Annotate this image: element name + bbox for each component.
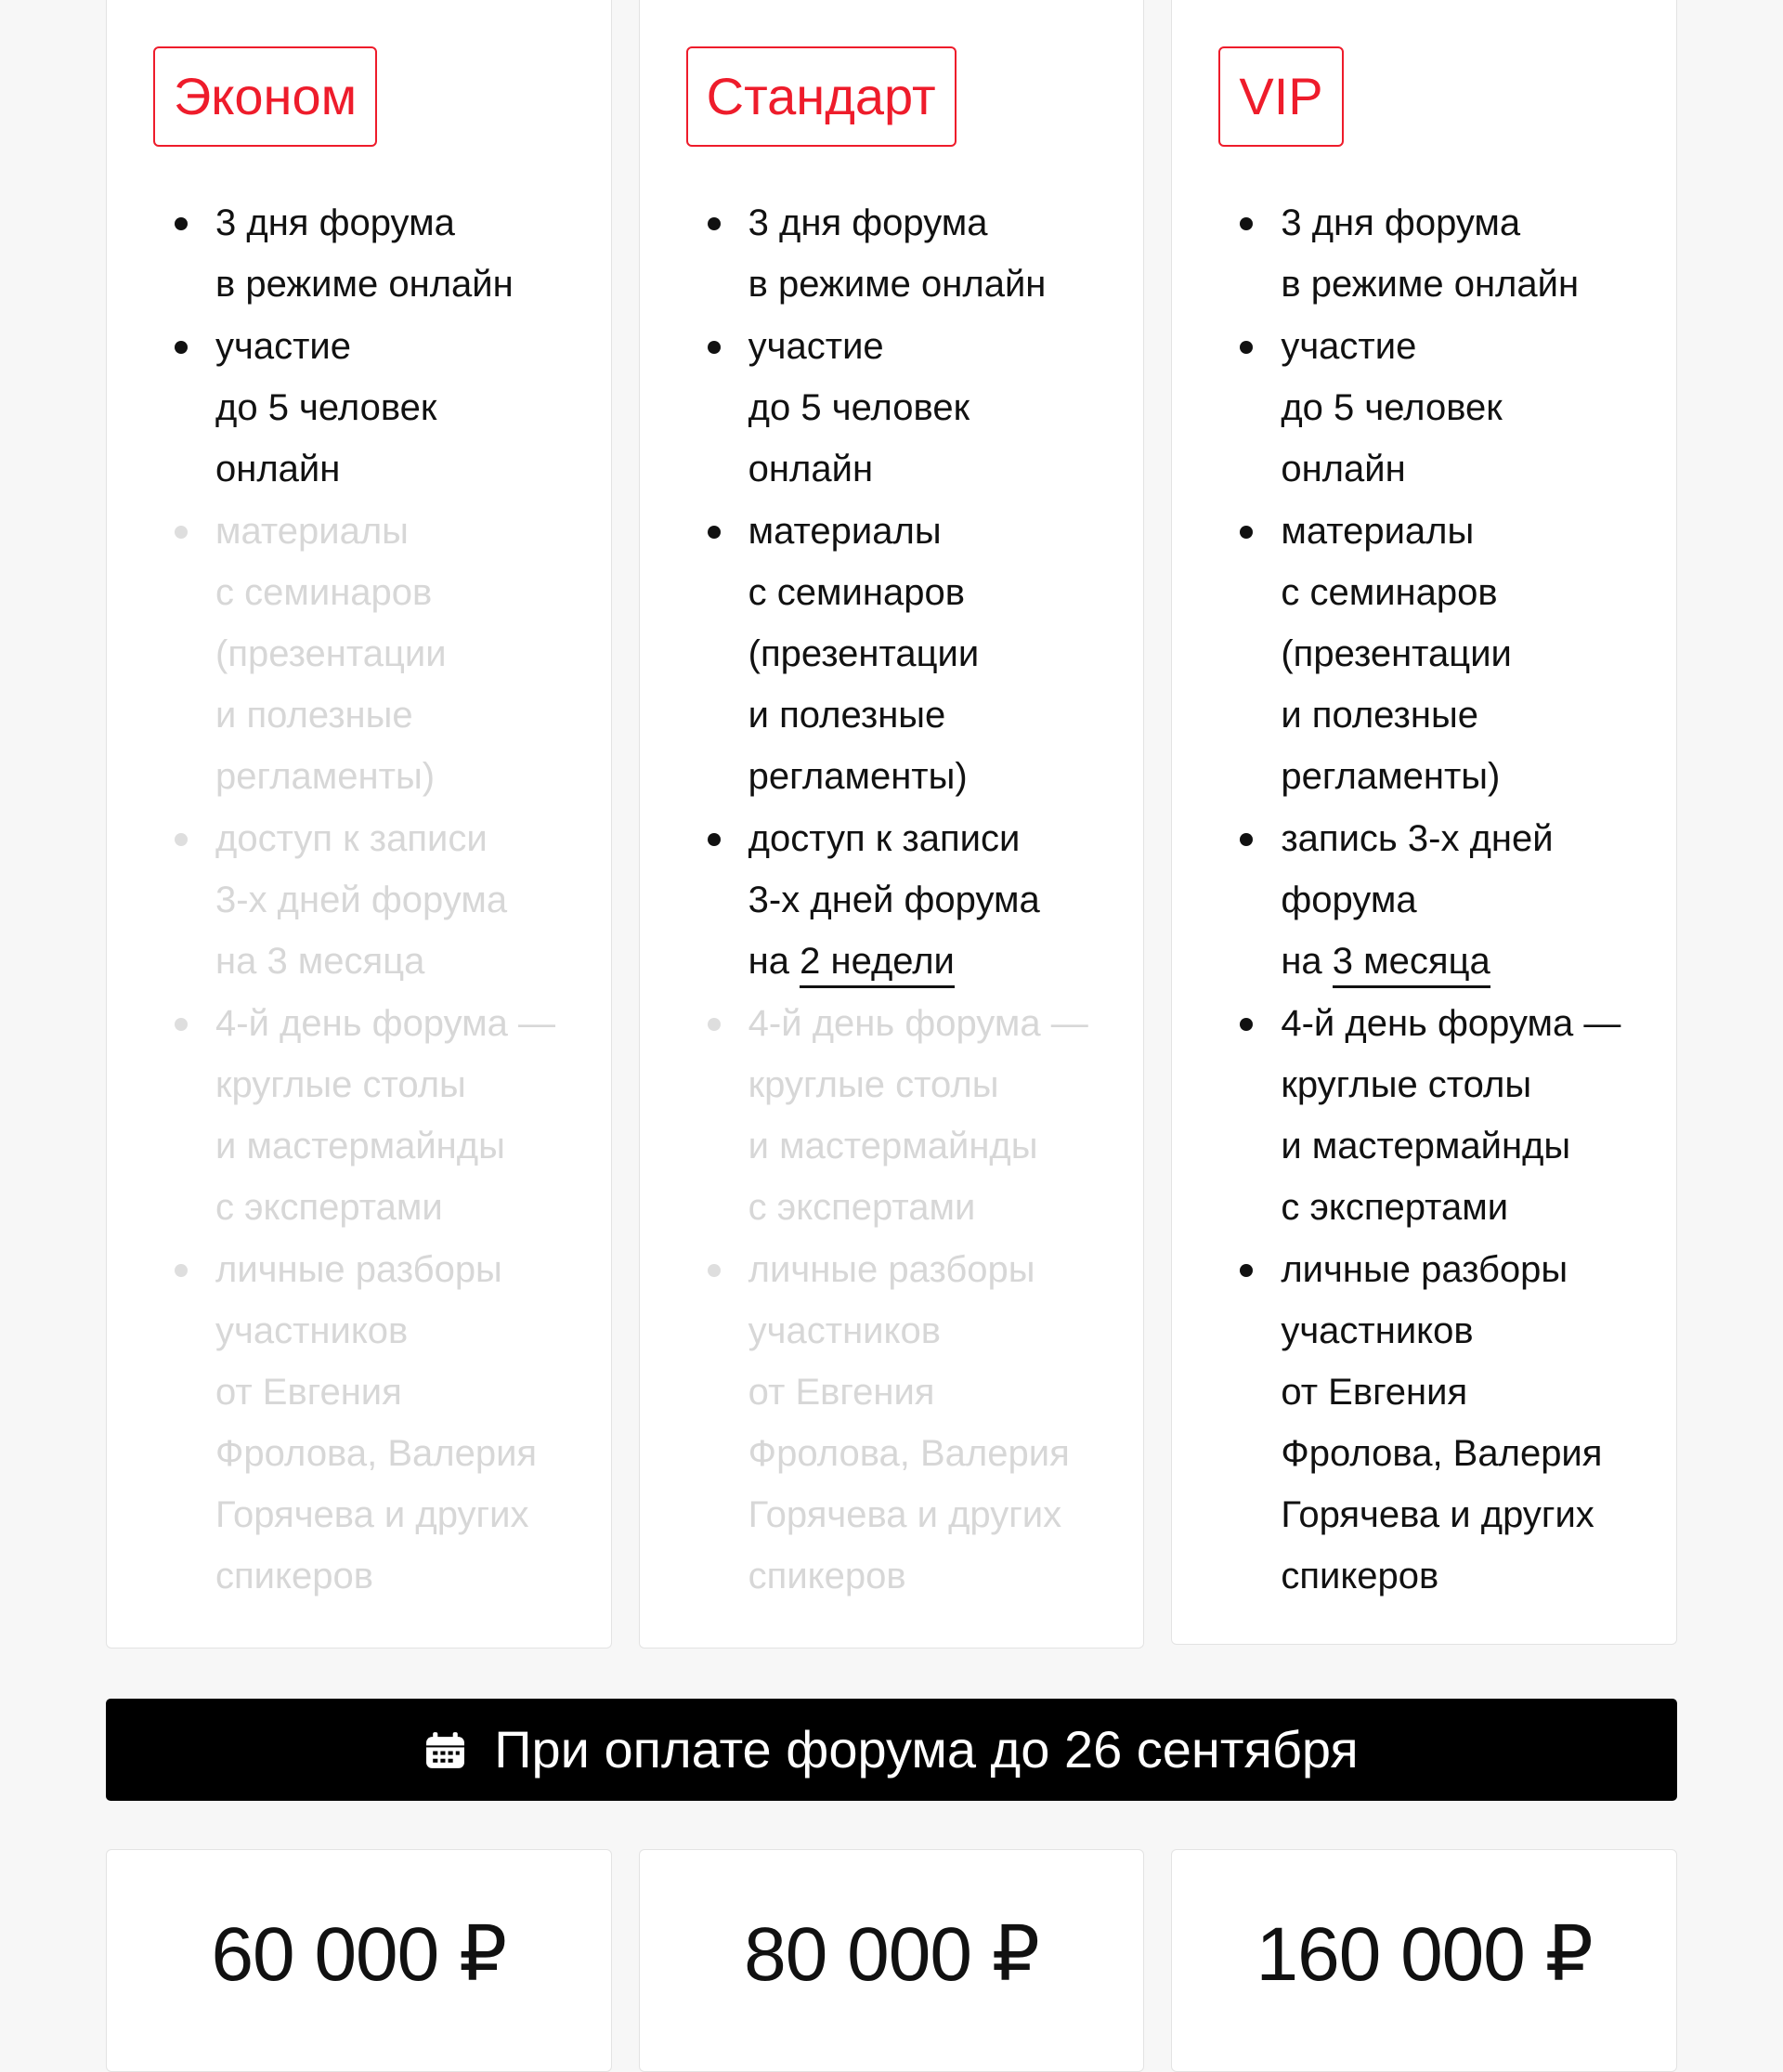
feature-line — [1281, 869, 1665, 931]
price-value: 160 000 ₽ — [1256, 1912, 1593, 1997]
feature-line-text: на 3 месяца — [215, 941, 425, 982]
bullet-icon — [708, 833, 721, 846]
feature-line-text: в режиме онлайн — [1281, 264, 1580, 305]
feature-item — [153, 993, 600, 1238]
feature-line-text: участников — [1281, 1310, 1474, 1351]
feature-line — [748, 993, 1133, 1054]
feature-line-text: от Евгения — [1281, 1372, 1468, 1413]
feature-item — [1218, 993, 1665, 1238]
feature-line — [1281, 254, 1665, 315]
feature-line-text: (презентации — [748, 633, 980, 674]
feature-line-text: Фролова, Валерия — [1281, 1433, 1603, 1474]
feature-line — [748, 684, 1133, 746]
banner-text: При оплате форума до 26 сентября — [494, 1720, 1359, 1779]
feature-line — [215, 869, 600, 931]
feature-line-text: материалы — [748, 511, 942, 552]
feature-item — [153, 192, 600, 315]
tariff-name-badge: VIP — [1218, 46, 1343, 147]
feature-line-text: 4-й день форума — — [748, 1003, 1088, 1044]
feature-line — [215, 1177, 600, 1238]
feature-item — [1218, 808, 1665, 992]
feature-line-text: и мастермайнды — [215, 1126, 505, 1166]
feature-line — [1281, 501, 1665, 562]
feature-line-text: от Евгения — [215, 1372, 402, 1413]
calendar-icon — [424, 1729, 466, 1771]
feature-line — [215, 746, 600, 807]
feature-line — [1281, 684, 1665, 746]
bullet-icon — [175, 341, 188, 354]
feature-line — [215, 1362, 600, 1423]
feature-line — [1281, 1423, 1665, 1484]
feature-line-text: регламенты) — [1281, 756, 1501, 797]
bullet-icon — [708, 526, 721, 539]
feature-list — [1218, 192, 1665, 1608]
feature-line-text: на — [748, 941, 800, 982]
feature-line-text: участие — [1281, 326, 1417, 367]
feature-line-text: личные разборы — [748, 1249, 1035, 1290]
bullet-icon — [708, 1264, 721, 1277]
feature-line — [748, 254, 1133, 315]
bullet-icon — [1240, 217, 1253, 230]
price-value: 80 000 ₽ — [744, 1912, 1039, 1997]
feature-line — [215, 192, 600, 254]
feature-line — [215, 623, 600, 684]
feature-item — [686, 993, 1133, 1238]
feature-line — [215, 1054, 600, 1115]
feature-line — [748, 808, 1133, 869]
feature-line-text: участие — [215, 326, 351, 367]
feature-line — [1281, 1484, 1665, 1545]
feature-line — [748, 562, 1133, 623]
feature-line — [748, 746, 1133, 807]
feature-list — [153, 192, 600, 1608]
feature-line-text: участников — [748, 1310, 941, 1351]
feature-line — [215, 438, 600, 500]
feature-line — [1281, 1054, 1665, 1115]
feature-line-text: участников — [215, 1310, 409, 1351]
bullet-icon — [708, 217, 721, 230]
bullet-icon — [1240, 341, 1253, 354]
feature-line — [748, 931, 1133, 992]
feature-line — [1281, 993, 1665, 1054]
feature-duration-highlight: 2 недели — [800, 943, 955, 988]
feature-line — [748, 1054, 1133, 1115]
feature-line — [215, 316, 600, 377]
feature-line-text: личные разборы — [215, 1249, 502, 1290]
feature-item — [686, 1239, 1133, 1607]
price-cards — [106, 1849, 1677, 2072]
bullet-icon — [1240, 833, 1253, 846]
feature-line — [1281, 438, 1665, 500]
bullet-icon — [708, 1018, 721, 1031]
feature-line-text: на — [1281, 941, 1333, 982]
feature-line-text: и мастермайнды — [748, 1126, 1038, 1166]
feature-line-text: до 5 человек — [215, 387, 437, 428]
feature-line-text: участие — [748, 326, 884, 367]
feature-line — [748, 192, 1133, 254]
feature-line — [215, 931, 600, 992]
feature-line-text: регламенты) — [215, 756, 436, 797]
price-value: 60 000 ₽ — [211, 1912, 507, 1997]
feature-line — [1281, 1545, 1665, 1607]
feature-line — [748, 1423, 1133, 1484]
feature-line — [215, 1545, 600, 1607]
feature-line-text: в режиме онлайн — [748, 264, 1047, 305]
feature-line-text: онлайн — [748, 449, 874, 489]
feature-line — [215, 1300, 600, 1362]
feature-item — [1218, 192, 1665, 315]
feature-line-text: доступ к записи — [748, 818, 1021, 859]
feature-line-text: (презентации — [1281, 633, 1512, 674]
feature-line — [1281, 316, 1665, 377]
feature-line-text: Фролова, Валерия — [215, 1433, 538, 1474]
feature-line — [215, 377, 600, 438]
feature-line — [215, 501, 600, 562]
feature-line-text: Горячева и других — [215, 1494, 529, 1535]
feature-line-text: онлайн — [1281, 449, 1406, 489]
feature-line — [215, 993, 600, 1054]
feature-line-text: и мастермайнды — [1281, 1126, 1571, 1166]
feature-line — [748, 1362, 1133, 1423]
feature-line — [1281, 1362, 1665, 1423]
bullet-icon — [175, 526, 188, 539]
tariff-card-econom — [106, 0, 612, 1648]
bullet-icon — [708, 341, 721, 354]
feature-line — [1281, 1239, 1665, 1300]
price-card-econom — [106, 1849, 612, 2072]
feature-line-text: спикеров — [215, 1556, 373, 1596]
feature-line-text: с семинаров — [1281, 572, 1498, 613]
tariff-name-badge: Эконом — [153, 46, 377, 147]
feature-line — [748, 1545, 1133, 1607]
tariff-card-standard — [639, 0, 1145, 1648]
bullet-icon — [175, 217, 188, 230]
feature-item — [153, 1239, 600, 1607]
feature-line — [748, 438, 1133, 500]
feature-line — [1281, 931, 1665, 992]
feature-item — [686, 501, 1133, 807]
feature-line-text: от Евгения — [748, 1372, 935, 1413]
feature-line-text: онлайн — [215, 449, 341, 489]
feature-line-text: Фролова, Валерия — [748, 1433, 1070, 1474]
feature-line-text: материалы — [1281, 511, 1475, 552]
feature-line — [215, 1239, 600, 1300]
feature-line-text: 4-й день форума — — [1281, 1003, 1621, 1044]
bullet-icon — [1240, 1018, 1253, 1031]
feature-item — [153, 808, 600, 992]
feature-list — [686, 192, 1133, 1608]
feature-line — [215, 562, 600, 623]
feature-line — [748, 623, 1133, 684]
feature-line — [1281, 1115, 1665, 1177]
feature-duration-highlight: 3 месяца — [1333, 943, 1490, 988]
feature-item — [686, 316, 1133, 500]
feature-line — [748, 1300, 1133, 1362]
bullet-icon — [1240, 526, 1253, 539]
bullet-icon — [175, 833, 188, 846]
feature-line-text: 3 дня форума — [215, 202, 455, 243]
feature-line-text: личные разборы — [1281, 1249, 1568, 1290]
feature-line — [215, 1423, 600, 1484]
feature-line-text: и полезные — [748, 695, 946, 736]
feature-line-text: круглые столы — [1281, 1064, 1532, 1105]
bullet-icon — [175, 1018, 188, 1031]
feature-line — [1281, 377, 1665, 438]
feature-line-text: с экспертами — [1281, 1187, 1509, 1228]
feature-line-text: Горячева и других — [1281, 1494, 1594, 1535]
feature-line-text: с семинаров — [748, 572, 965, 613]
feature-line-text: запись 3-х дней — [1281, 818, 1554, 859]
feature-line-text: 4-й день форума — — [215, 1003, 556, 1044]
tariff-name-badge: Стандарт — [686, 46, 957, 147]
feature-line-text: круглые столы — [748, 1064, 999, 1105]
feature-line-text: 3 дня форума — [1281, 202, 1521, 243]
feature-line-text: спикеров — [748, 1556, 906, 1596]
tariff-card-vip — [1171, 0, 1677, 1645]
feature-line-text: Горячева и других — [748, 1494, 1062, 1535]
payment-deadline-banner — [106, 1699, 1677, 1801]
feature-line-text: круглые столы — [215, 1064, 466, 1105]
feature-item — [686, 192, 1133, 315]
feature-line-text: 3-х дней форума — [748, 880, 1040, 920]
feature-line — [748, 1115, 1133, 1177]
feature-line-text: до 5 человек — [748, 387, 970, 428]
feature-line-text: спикеров — [1281, 1556, 1439, 1596]
feature-line — [748, 1177, 1133, 1238]
feature-line-text: и полезные — [1281, 695, 1478, 736]
price-card-standard — [639, 1849, 1145, 2072]
feature-line — [748, 316, 1133, 377]
feature-line — [1281, 623, 1665, 684]
feature-line-text: в режиме онлайн — [215, 264, 514, 305]
feature-line — [215, 254, 600, 315]
feature-line — [1281, 746, 1665, 807]
feature-line-text: до 5 человек — [1281, 387, 1503, 428]
feature-line-text: доступ к записи — [215, 818, 488, 859]
feature-item — [153, 316, 600, 500]
feature-line-text: с семинаров — [215, 572, 433, 613]
feature-line — [1281, 1300, 1665, 1362]
feature-line — [748, 1484, 1133, 1545]
feature-line — [1281, 1177, 1665, 1238]
feature-line-text: с экспертами — [215, 1187, 443, 1228]
feature-line-text: и полезные — [215, 695, 413, 736]
feature-line — [215, 808, 600, 869]
feature-line — [1281, 808, 1665, 869]
feature-line — [1281, 192, 1665, 254]
feature-line-text: регламенты) — [748, 756, 968, 797]
feature-line-text: с экспертами — [748, 1187, 976, 1228]
feature-item — [1218, 501, 1665, 807]
feature-line-text: 3 дня форума — [748, 202, 988, 243]
bullet-icon — [1240, 1264, 1253, 1277]
feature-line — [748, 869, 1133, 931]
tariff-cards — [106, 0, 1677, 1649]
feature-item — [153, 501, 600, 807]
feature-item — [1218, 1239, 1665, 1607]
feature-line — [748, 501, 1133, 562]
feature-line — [215, 1484, 600, 1545]
feature-line-text: материалы — [215, 511, 409, 552]
feature-line — [215, 1115, 600, 1177]
feature-line-text: (презентации — [215, 633, 447, 674]
feature-item — [1218, 316, 1665, 500]
price-card-vip — [1171, 1849, 1677, 2072]
feature-line-text: 3-х дней форума — [215, 880, 508, 920]
bullet-icon — [175, 1264, 188, 1277]
feature-line — [1281, 562, 1665, 623]
feature-line — [748, 377, 1133, 438]
feature-line-text: форума — [1281, 880, 1417, 920]
feature-item — [686, 808, 1133, 992]
feature-line — [748, 1239, 1133, 1300]
feature-line — [215, 684, 600, 746]
